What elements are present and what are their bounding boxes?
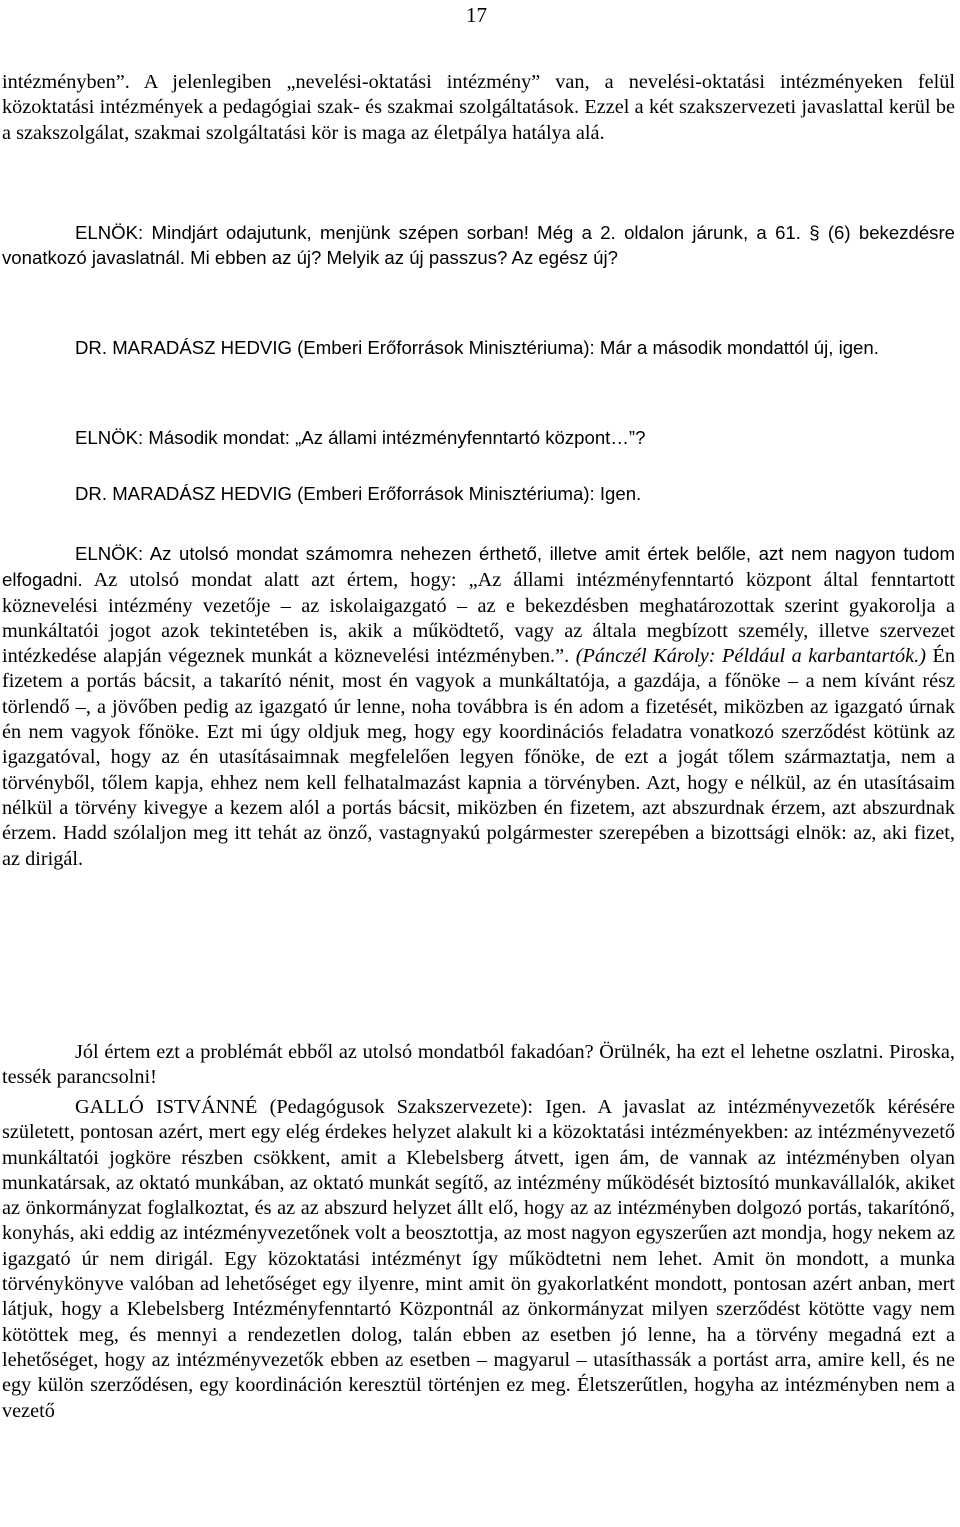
paragraph-maradasz-2	[2, 481, 955, 506]
paragraph-text: DR. MARADÁSZ HEDVIG (Emberi Erőforrások Minisztériuma): Igen.	[75, 483, 642, 504]
paragraph-text: intézményben”. A jelenlegiben „nevelési-oktatási intézmény” van, a nevelési-oktatási intézményeken felül közoktatási intézmények a pedagógiai szak- és szakmai szolgáltatások. Ezzel a két szakszervezeti javaslattal kerül be a szakszolgálat, szakmai szolgáltatási kör is maga az életpálya hatálya alá.	[2, 71, 955, 144]
paragraph-continuation	[2, 70, 955, 146]
page-number: 17	[466, 3, 487, 27]
interjection: (Pánczél Károly: Például a karbantartók.)	[569, 645, 926, 668]
paragraph-elnok-4	[2, 1040, 955, 1091]
paragraph-elnok-2	[2, 425, 955, 450]
paragraph-text: ELNÖK: Második mondat: „Az állami intézményfenntartó központ…”?	[75, 427, 646, 448]
paragraph-text: GALLÓ ISTVÁNNÉ (Pedagógusok Szakszervezete): Igen. A javaslat az intézményvezetők kérésére született, pontosan azért, mert egy elég érdekes helyzet alakult ki a közoktatási intézményekben: az intézményvezető munkáltatói jogköre részben csökkent, amit a Klebelsberg átvett, igen ám, de vannak az intézményben olyan munkatársak, az oktató munkában, az oktató munkát segítő, az intézmény működését biztosító munkavállalók, akiket az önkormányzat foglalkoztat, és az az abszurd helyzet állt elő, hogy az az intézményben dolgozó portás, takarítónő, konyhás, aki eddig az intézményvezetőnek volt a beosztottja, az most nagyon egyszerűen azt mondja, hogy nekem az igazgató úr nem dirigál. Egy közoktatási intézményt így működtetni nem lehet. Amit ön mondott, a munka törvénykönyve valóban ad lehetőséget egy ilyenre, mint amit ön gyakorlatként mondott, pontosan azért anban, mert látjuk, hogy a Klebelsberg Intézményfenntartó Központnál az önkormányzat milyen szerződést kötötte vagy nem kötöttek meg, és mennyi a rendezetlen dolog, talán ebben az esetben jó lenne, ha a törvény megadná ezt a lehetőséget, hogy az intézményvezetők ebben az esetben – magyarul – utasíthassák a portást arra, amire kell, és ne egy külön szerződésen, egy koordináción keresztül történjen ez meg. Életszerűtlen, hogyha az intézményben nem a vezető	[2, 1096, 955, 1422]
paragraph-elnok-1	[2, 220, 955, 271]
paragraph-text: DR. MARADÁSZ HEDVIG (Emberi Erőforrások Minisztériuma): Már a második mondattól új, igen.	[75, 337, 879, 358]
speaker-statement: ELNÖK: Az utolsó mondat számomra nehezen érthető, illetve amit értek belőle, azt nem nagyon tudom elfogadni.	[2, 543, 955, 591]
paragraph-text: ELNÖK: Mindjárt odajutunk, menjünk szépen sorban! Még a 2. oldalon járunk, a 61. § (6) bekezdésre vonatkozó javaslatnál. Mi ebben az új? Melyik az új passzus? Az egész új?	[2, 222, 955, 269]
paragraph-text: Én fizetem a portás bácsit, a takarító nénit, most én vagyok a munkáltatója, a gazdája, a főnöke – a nem kívánt rész törlendő –, a jövőben pedig az igazgató úr lenne, noha továbbra is én adom a fizetését, miközben az igazgató úrnak én nem vagyok főnöke. Ezt mi úgy oldjuk meg, hogy egy koordinációs feladatra vonatkozó szerződést kötünk az igazgatóval, hogy az én utasításaimnak megfelelően legyen főnöke, de ezt a jogát tőlem származtatja, nem a törvényből, tőlem kapja, ehhez nem kell felhatalmazást kapnia a törvényben. Azt, hogy e nélkül, az én utasításaim nélkül a törvény kivegye a kezem alól a portás bácsit, miközben én fizetem, azt abszurdnak érzem, azt abszurdnak érzem. Hadd szólaljon meg itt tehát az önző, vastagnyakú polgármester szerepében a bizottsági elnök: az, aki fizet, az dirigál.	[2, 645, 956, 870]
paragraph-maradasz-1	[2, 335, 955, 360]
paragraph-gallo	[2, 1095, 955, 1424]
quoted-text: Az utolsó mondat alatt azt értem, hogy: „Az állami intézményfenntartó központ által fenntartott köznevelési intézmény vezetője – az iskolaigazgató – az e bekezdésben meghatározottak szerint gyakorolja a munkáltatói jogot azok tekintetében is, akik a működtető, vagy az általa megbízott személy, illetve szervezet intézkedése alapján végeznek munkát a köznevelési intézményben.”.	[2, 569, 955, 668]
paragraph-elnok-3	[2, 541, 955, 872]
paragraph-text: Jól értem ezt a problémát ebből az utolsó mondatból fakadóan? Örülnék, ha ezt el lehetne oszlatni. Piroska, tessék parancsolni!	[2, 1041, 955, 1089]
